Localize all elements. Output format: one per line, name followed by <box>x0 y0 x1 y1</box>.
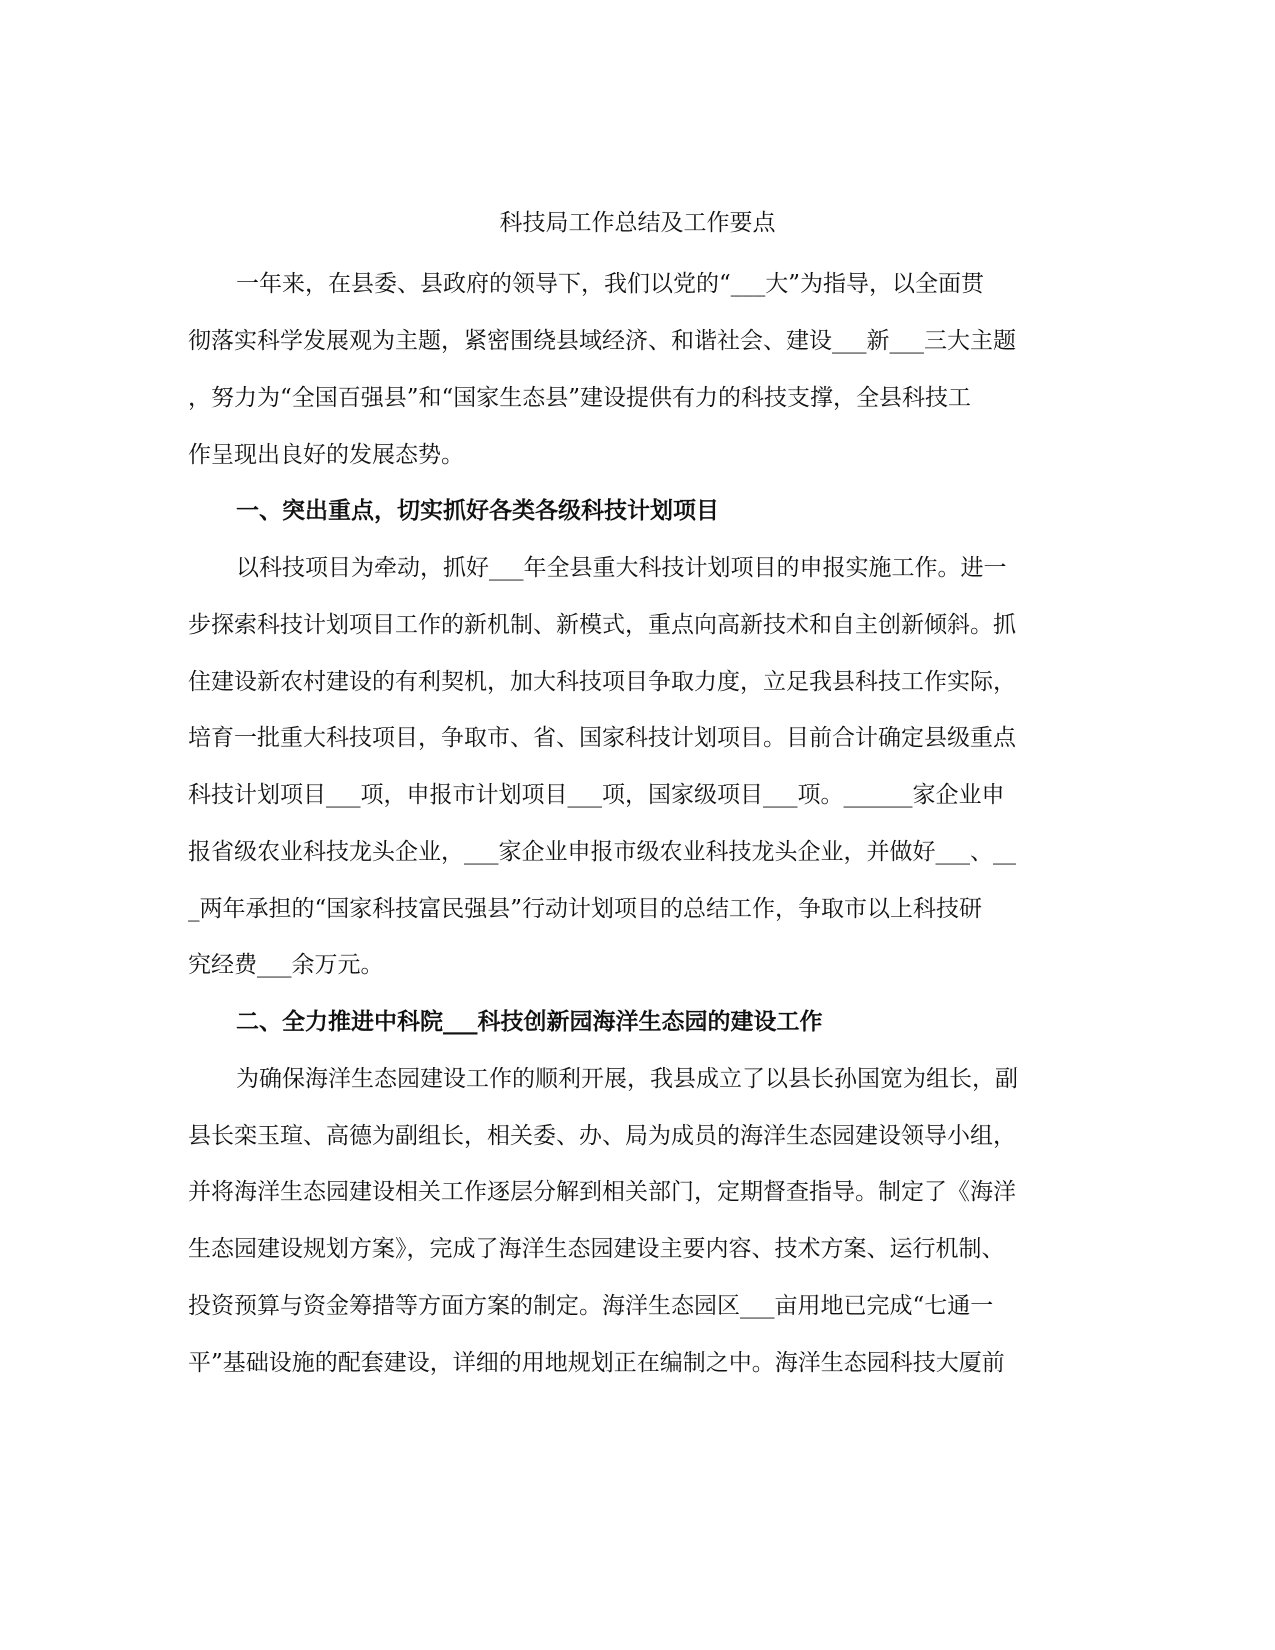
body-line: 科技计划项目___项，申报市计划项目___项，国家级项目___项。______家企业申 <box>188 782 1005 808</box>
body-line: 彻落实科学发展观为主题，紧密围绕县域经济、和谐社会、建设___新___三大主题 <box>188 328 1016 354</box>
document-title: 科技局工作总结及工作要点 <box>499 210 776 236</box>
body-line: _两年承担的“国家科技富民强县”行动计划项目的总结工作，争取市以上科技研 <box>188 896 983 922</box>
body-line: 究经费___余万元。 <box>188 952 384 978</box>
body-line: 步探索科技计划项目工作的新机制、新模式，重点向高新技术和自主创新倾斜。抓 <box>188 612 1016 638</box>
body-line: 以科技项目为牵动，抓好___年全县重大科技计划项目的申报实施工作。进一 <box>236 555 1007 581</box>
body-line: 作呈现出良好的发展态势。 <box>188 442 464 468</box>
body-line: 培育一批重大科技项目，争取市、省、国家科技计划项目。目前合计确定县级重点 <box>188 725 1016 751</box>
body-line: 住建设新农村建设的有利契机，加大科技项目争取力度，立足我县科技工作实际， <box>188 669 1016 695</box>
body-line: 县长栾玉瑄、高德为副组长，相关委、办、局为成员的海洋生态园建设领导小组， <box>188 1123 1016 1149</box>
body-line: 平”基础设施的配套建设，详细的用地规划正在编制之中。海洋生态园科技大厦前 <box>188 1350 1005 1376</box>
body-line: 并将海洋生态园建设相关工作逐层分解到相关部门，定期督查指导。制定了《海洋 <box>188 1179 1016 1205</box>
body-line: 报省级农业科技龙头企业，___家企业申报市级农业科技龙头企业，并做好___、__ <box>188 839 1016 865</box>
body-line: 一年来，在县委、县政府的领导下，我们以党的“___大”为指导，以全面贯 <box>236 271 985 297</box>
section-heading-1: 一、突出重点，切实抓好各类各级科技计划项目 <box>236 497 719 524</box>
body-line: 生态园建设规划方案》，完成了海洋生态园建设主要内容、技术方案、运行机制、 <box>188 1236 1005 1262</box>
body-line: ，努力为“全国百强县”和“国家生态县”建设提供有力的科技支撑，全县科技工 <box>188 385 972 411</box>
body-line: 投资预算与资金筹措等方面方案的制定。海洋生态园区___亩用地已完成“七通一 <box>188 1293 994 1319</box>
section-heading-2: 二、全力推进中科院___科技创新园海洋生态园的建设工作 <box>236 1008 823 1035</box>
body-line: 为确保海洋生态园建设工作的顺利开展，我县成立了以县长孙国宽为组长，副 <box>236 1066 1018 1092</box>
